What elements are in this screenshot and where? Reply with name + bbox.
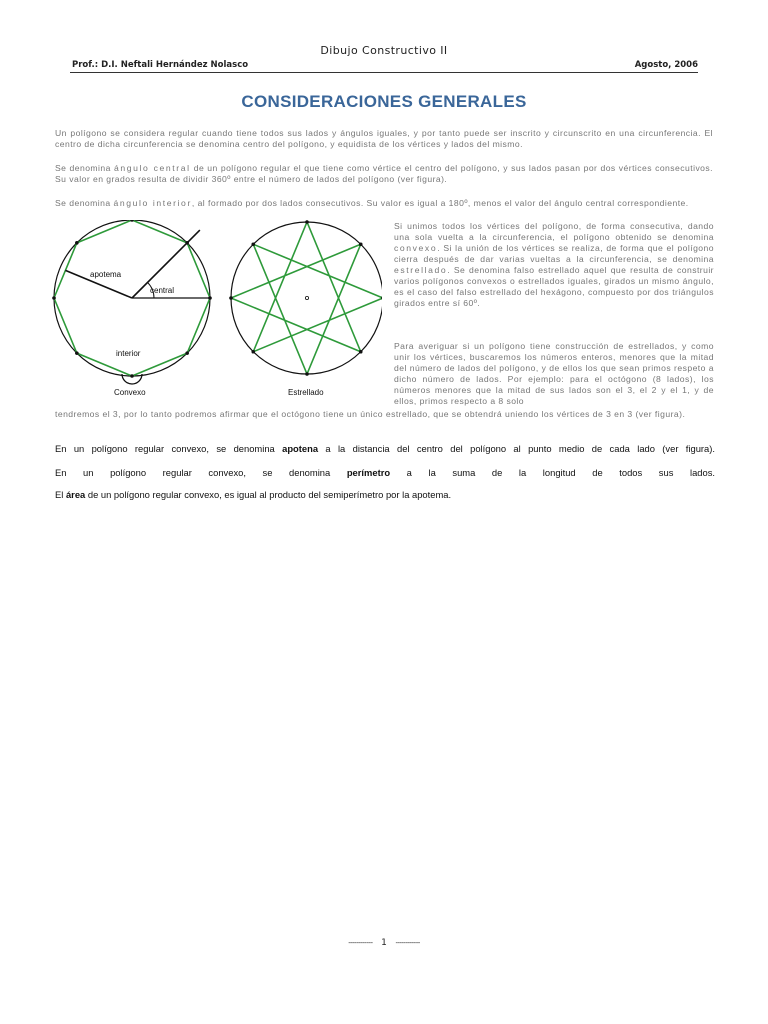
star-vertex — [305, 220, 309, 224]
central-angle-extension — [187, 230, 200, 243]
term-estrellado: estrellado — [394, 265, 448, 275]
definition-perimetro: En un polígono regular convexo, se denomina perímetro a la suma de la longitud de todos sus lados. — [55, 467, 716, 478]
star-octagon-figure — [229, 220, 382, 397]
convex-vertex — [75, 351, 79, 355]
star-vertex — [359, 350, 363, 354]
convex-vertex — [75, 241, 79, 245]
star-vertex — [229, 296, 233, 300]
star-center-point — [305, 296, 308, 299]
star-vertex — [359, 242, 363, 246]
header-rule — [70, 72, 698, 73]
term-perimetro: perímetro — [346, 467, 391, 478]
label-estrellado: Estrellado — [288, 388, 324, 397]
paragraph-averiguar-cont: tendremos el 3, por lo tanto podremos afirmar que el octógono tiene un único estrellado, que se obtendrá uniendo los vértices de 3 en 3 (ver figura). — [55, 409, 686, 419]
star-vertex — [251, 242, 255, 246]
paragraph-averiguar: Para averiguar si un polígono tiene construcción de estrellados, y como unir los vértices, buscaremos los números enteros, menores que la mitad del número de lados del polígono, y de ellos los que sean primos respeto a dicho número de lados. Por ejemplo: para el octógono (8 lados), los números menores que la mitad de sus lados son el 3, el 2 y el 1, y de ellos, primos respecto a 8 solo — [394, 341, 714, 406]
convex-vertex — [130, 374, 134, 378]
document-date: Agosto, 2006 — [634, 60, 698, 70]
star-vertex — [251, 350, 255, 354]
definition-area: El área de un polígono regular convexo, es igual al producto del semiperímetro por la apotema. — [55, 489, 452, 500]
page-title: CONSIDERACIONES GENERALES — [241, 92, 527, 111]
footer-dash-right: ------------ — [395, 939, 420, 947]
paragraph-central-angle: Se denomina ángulo central de un polígono regular el que tiene como vértice el centro del polígono, y sus lados pasan por dos vértices consecutivos. Su valor en grados resulta de dividir 360º entre el número de lados del polígono (ver figura). — [55, 163, 713, 184]
convex-vertex — [185, 351, 189, 355]
convex-vertex — [52, 296, 56, 300]
convex-vertex — [130, 220, 134, 222]
term-interior-angle: ángulo interior — [113, 198, 192, 208]
page-number: 1 — [381, 938, 387, 948]
label-convexo: Convexo — [114, 388, 146, 397]
label-interior: interior — [116, 349, 141, 358]
page-footer — [0, 938, 768, 948]
term-central-angle: ángulo central — [113, 163, 191, 173]
term-area: área — [65, 489, 86, 500]
convex-octagon-figure — [52, 220, 212, 397]
footer-dash-left: ------------ — [348, 939, 373, 947]
label-central: central — [150, 286, 175, 295]
term-apotena: apotena — [282, 443, 319, 454]
paragraph-interior-angle: Se denomina ángulo interior, al formado por dos lados consecutivos. Su valor es igual a 180º, menos el valor del ángulo central correspondiente. — [55, 198, 689, 208]
paragraph-regular-polygon: Un polígono se considera regular cuando tiene todos sus lados y ángulos iguales, y por tanto puede ser inscrito y circunscrito en una circunferencia. El centro de dicha circunferencia se denomina centro del polígono, y equidista de los vértices y lados del mismo. — [55, 128, 713, 149]
label-apotema: apotema — [90, 270, 122, 279]
paragraph-convex-star: Si unimos todos los vértices del polígono, de forma consecutiva, dando una sola vuelta a la circunferencia, el polígono obtenido se denomina convexo. Si la unión de los vértices se realiza, de forma que el polígono cierra después de dar varias vueltas a la circunferencia, se denomina estrellado. Se denomina falso estrellado aquel que resulta de construir varios polígonos convexos o estrellados iguales, girados un mismo ángulo, es el caso del falso estrellado del hexágono, compuesto por dos triángulos girados entre sí 60º. — [394, 221, 714, 308]
definition-apotema: En un polígono regular convexo, se denomina apotena a la distancia del centro del polígono al punto medio de cada lado (ver figura). — [55, 443, 715, 454]
term-convexo: convexo — [394, 243, 438, 253]
star-vertex — [305, 372, 309, 376]
course-title: Dibujo Constructivo II — [320, 44, 448, 57]
professor-name: Prof.: D.I. Neftali Hernández Nolasco — [72, 60, 249, 70]
polygon-figure — [50, 220, 382, 400]
